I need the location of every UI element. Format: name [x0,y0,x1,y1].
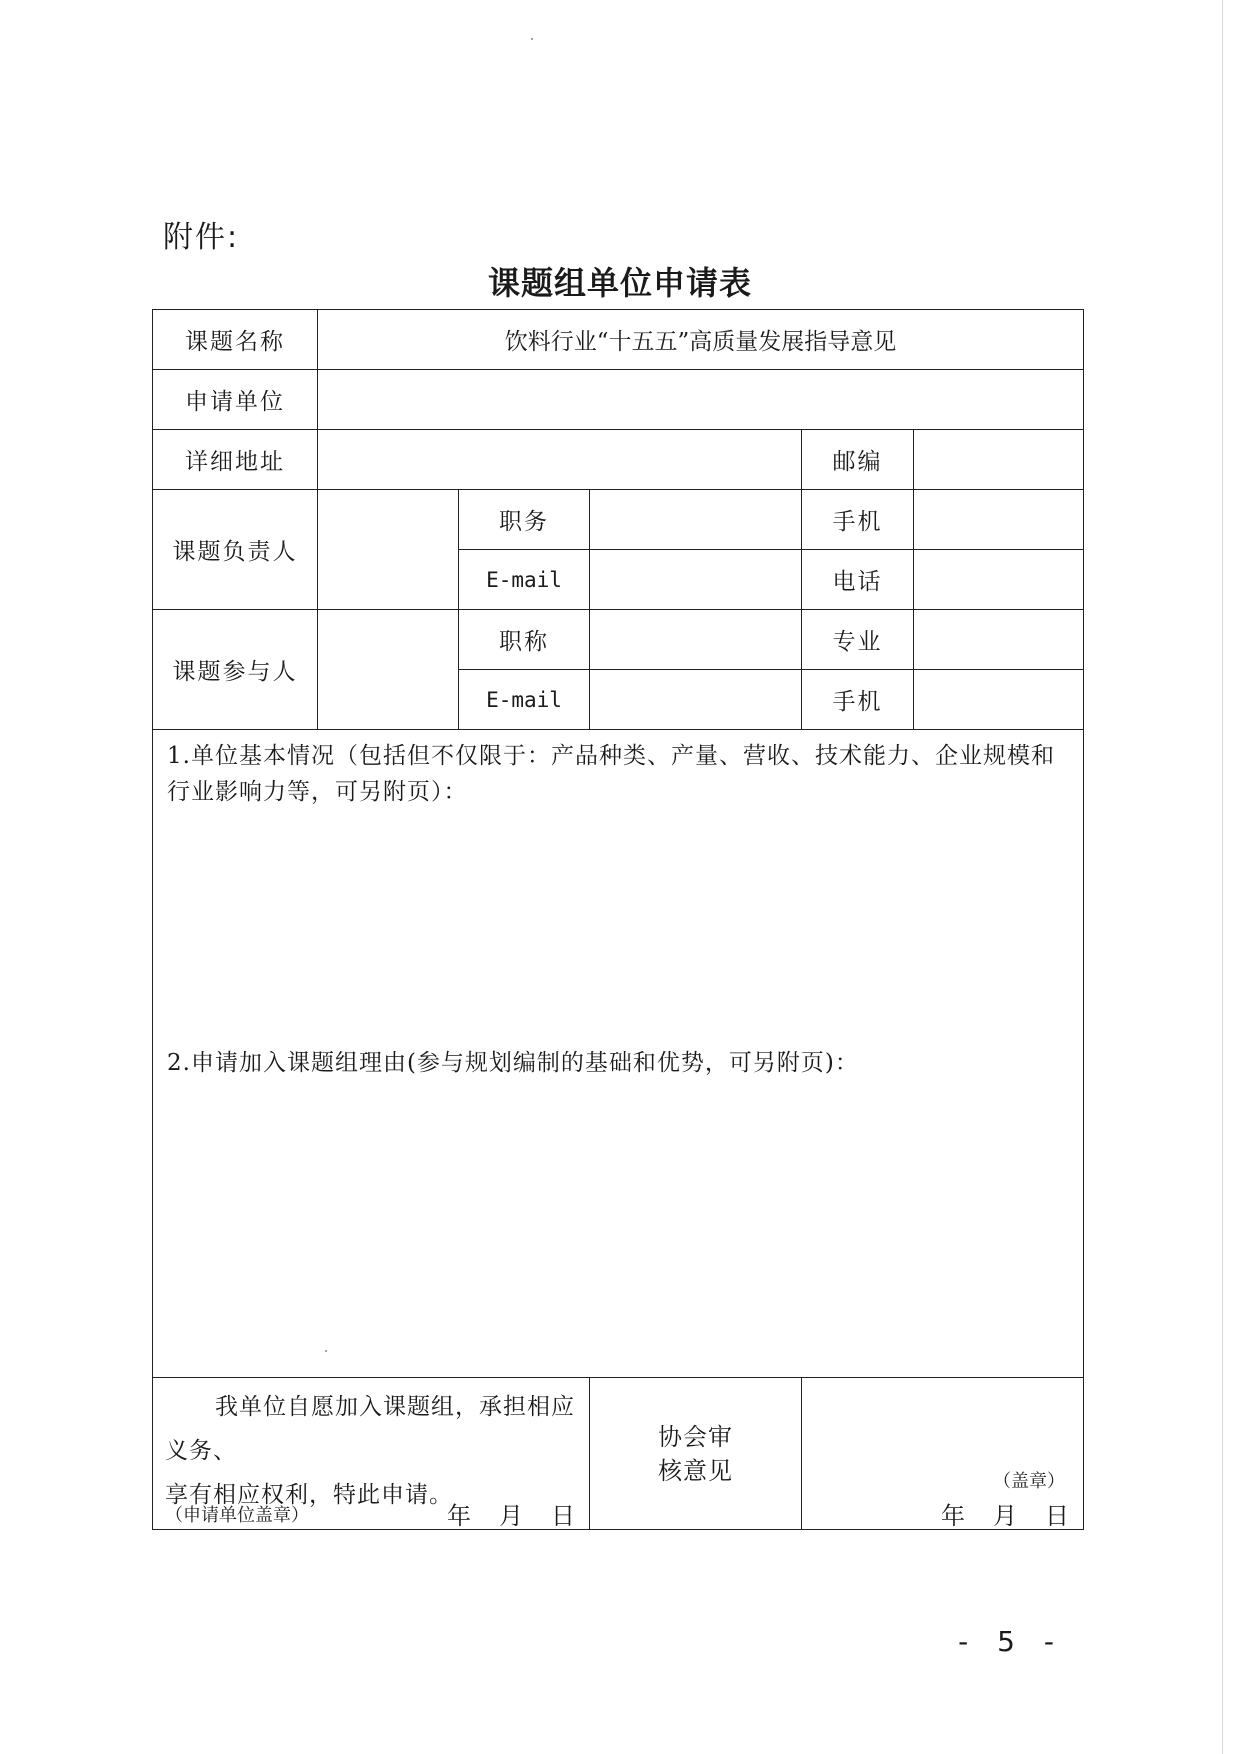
applicant-date [419,1496,575,1531]
section2-text: 2.申请加入课题组理由(参与规划编制的基础和优势，可另附页)： [167,1050,859,1076]
applicant-seal-label: （申请单位盖章） [165,1504,309,1526]
address-field[interactable] [318,430,802,490]
applicant-month: 月 [499,1501,523,1530]
application-form-table [152,309,1084,1530]
applicant-day: 日 [551,1501,575,1530]
section1-text: 1.单位基本情况（包括但不仅限于：产品种类、产量、营收、技术能力、企业规模和行业影响力等，可另附页）： [167,743,1055,805]
association-day: 日 [1045,1501,1070,1530]
participant-major-field[interactable] [914,610,1084,670]
leader-mobile-label: 手机 [802,490,914,550]
participant-email-field[interactable] [590,670,802,730]
sections-area[interactable] [153,730,1084,1378]
association-seal-label: （盖章） [993,1470,1066,1492]
leader-name-field[interactable] [318,490,459,610]
association-year: 年 [941,1501,966,1530]
participant-email-label: E-mail [459,670,590,730]
participant-title-field[interactable] [590,610,802,670]
attachment-label: 附件: [163,220,240,255]
postcode-label: 邮编 [802,430,914,490]
row-address [153,430,1084,490]
row-applicant-unit [153,370,1084,430]
row-topic-name [153,310,1084,370]
scan-speck [531,38,533,40]
leader-phone-field[interactable] [914,550,1084,610]
declaration-cell[interactable] [153,1378,590,1530]
applicant-unit-label: 申请单位 [153,370,318,430]
leader-phone-label: 电话 [802,550,914,610]
declaration-line1: 我单位自愿加入课题组，承担相应义务、 [165,1393,575,1464]
participant-label: 课题参与人 [153,610,318,730]
leader-position-field[interactable] [590,490,802,550]
participant-mobile-field[interactable] [914,670,1084,730]
leader-position-label: 职务 [459,490,590,550]
association-label-line2: 核意见 [658,1456,733,1485]
association-opinion-cell[interactable] [802,1378,1084,1530]
leader-label: 课题负责人 [153,490,318,610]
postcode-field[interactable] [914,430,1084,490]
participant-title-label: 职称 [459,610,590,670]
form-title: 课题组单位申请表 [487,264,752,302]
topic-name-value[interactable]: 饮料行业“十五五”高质量发展指导意见 [318,310,1084,370]
row-participant-1 [153,610,1084,670]
leader-email-label: E-mail [459,550,590,610]
topic-name-label: 课题名称 [153,310,318,370]
row-sections [153,730,1084,1378]
declaration-line2: 享有相应权利，特此申请。 [165,1481,453,1508]
association-month: 月 [993,1501,1018,1530]
participant-major-label: 专业 [802,610,914,670]
association-date [913,1496,1069,1531]
page-number: - 5 - [958,1625,1064,1658]
row-declaration [153,1378,1084,1530]
participant-name-field[interactable] [318,610,459,730]
association-label-line1: 协会审 [658,1422,733,1451]
applicant-year: 年 [447,1501,471,1530]
row-leader-1 [153,490,1084,550]
association-label-cell [590,1378,802,1530]
leader-email-field[interactable] [590,550,802,610]
address-label: 详细地址 [153,430,318,490]
participant-mobile-label: 手机 [802,670,914,730]
leader-mobile-field[interactable] [914,490,1084,550]
applicant-unit-field[interactable] [318,370,1084,430]
